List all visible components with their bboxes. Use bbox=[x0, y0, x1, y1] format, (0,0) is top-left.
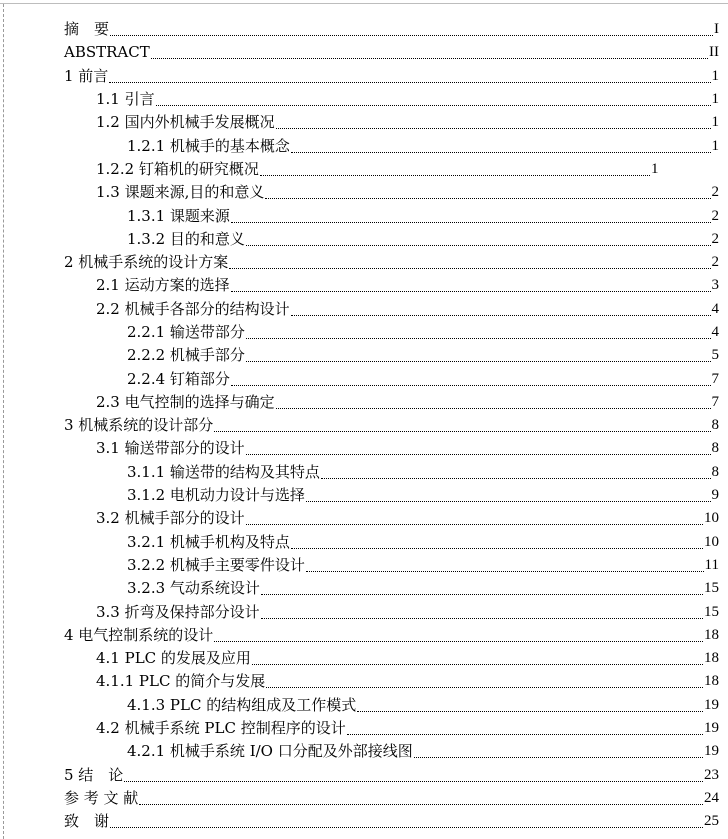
toc-dot-leader bbox=[291, 548, 703, 549]
toc-entry-title: 5 结 论 bbox=[64, 765, 124, 784]
toc-entry-title: 致 谢 bbox=[64, 812, 110, 831]
toc-entry-title: 1.2 国内外机械手发展概况 bbox=[96, 113, 275, 132]
table-of-contents bbox=[0, 18, 728, 833]
toc-entry[interactable] bbox=[0, 41, 728, 64]
toc-dot-leader bbox=[261, 594, 703, 595]
toc-entry[interactable] bbox=[0, 111, 728, 134]
toc-entry[interactable] bbox=[0, 717, 728, 740]
toc-entry[interactable] bbox=[0, 740, 728, 763]
toc-entry[interactable] bbox=[0, 624, 728, 647]
toc-entry-page-number: 2 bbox=[711, 207, 719, 224]
toc-dot-leader bbox=[291, 315, 711, 316]
toc-entry-title: 2.2.4 钉箱部分 bbox=[127, 369, 230, 388]
toc-entry[interactable] bbox=[0, 694, 728, 717]
toc-entry[interactable] bbox=[0, 228, 728, 251]
toc-entry-title: 1.2.1 机械手的基本概念 bbox=[127, 136, 290, 155]
toc-entry-page-number: 8 bbox=[711, 463, 719, 480]
toc-entry[interactable] bbox=[0, 367, 728, 390]
toc-entry[interactable] bbox=[0, 344, 728, 367]
toc-entry[interactable] bbox=[0, 647, 728, 670]
toc-entry-title: 3.3 折弯及保持部分设计 bbox=[96, 602, 260, 621]
toc-entry-page-number: 2 bbox=[711, 230, 719, 247]
toc-entry-page-number: 10 bbox=[704, 533, 719, 550]
toc-entry-title: 4.1.3 PLC 的结构组成及工作模式 bbox=[127, 695, 357, 714]
toc-entry-title: 4.2 机械手系统 PLC 控制程序的设计 bbox=[96, 719, 346, 738]
toc-entry-title: 4.1.1 PLC 的简介与发展 bbox=[96, 672, 266, 691]
toc-entry-title: 3.2.1 机械手机构及特点 bbox=[127, 532, 290, 551]
toc-dot-leader bbox=[261, 618, 703, 619]
toc-entry[interactable] bbox=[0, 554, 728, 577]
toc-entry-page-number: 2 bbox=[711, 254, 719, 271]
toc-entry-page-number: 8 bbox=[711, 417, 719, 434]
toc-entry[interactable] bbox=[0, 204, 728, 227]
toc-entry-title: 4.1 PLC 的发展及应用 bbox=[96, 649, 251, 668]
toc-entry-page-number: 19 bbox=[704, 743, 719, 760]
toc-entry-page-number: 25 bbox=[704, 813, 719, 830]
toc-entry-title: 3.1.1 输送带的结构及其特点 bbox=[127, 462, 320, 481]
toc-entry[interactable] bbox=[0, 787, 728, 810]
toc-dot-leader bbox=[231, 385, 711, 386]
toc-entry-page-number: 1 bbox=[711, 91, 719, 108]
toc-dot-leader bbox=[265, 198, 710, 199]
toc-dot-leader bbox=[321, 478, 711, 479]
toc-dot-leader bbox=[156, 105, 711, 106]
toc-entry[interactable] bbox=[0, 414, 728, 437]
toc-entry[interactable] bbox=[0, 321, 728, 344]
toc-entry[interactable] bbox=[0, 531, 728, 554]
toc-entry[interactable] bbox=[0, 274, 728, 297]
toc-dot-leader bbox=[124, 781, 703, 782]
toc-entry-page-number: 1 bbox=[711, 67, 719, 84]
toc-entry-title: 2.2.1 输送带部分 bbox=[127, 323, 245, 341]
toc-dot-leader bbox=[306, 571, 704, 572]
toc-entry-title: 1.1 引言 bbox=[96, 90, 155, 109]
page-top-border bbox=[0, 3, 728, 4]
toc-entry-page-number: 24 bbox=[704, 789, 719, 806]
toc-entry[interactable] bbox=[0, 600, 728, 623]
toc-entry-title: 1.3.1 课题来源 bbox=[127, 206, 230, 225]
toc-entry[interactable] bbox=[0, 88, 728, 111]
toc-entry-title: 2.1 运动方案的选择 bbox=[96, 276, 230, 295]
toc-entry-page-number: 10 bbox=[704, 510, 719, 527]
toc-dot-leader bbox=[229, 268, 710, 269]
toc-entry-page-number: 1 bbox=[711, 137, 719, 154]
toc-entry-title: 1 前言 bbox=[64, 66, 109, 85]
toc-entry-page-number: 18 bbox=[704, 626, 719, 643]
toc-entry-page-number: 1 bbox=[711, 114, 719, 131]
toc-dot-leader bbox=[214, 641, 703, 642]
toc-entry-page-number: 11 bbox=[704, 556, 719, 573]
toc-dot-leader bbox=[414, 757, 703, 758]
toc-dot-leader bbox=[357, 711, 703, 712]
toc-dot-leader bbox=[246, 454, 711, 455]
toc-entry-title: 2.3 电气控制的选择与确定 bbox=[96, 392, 275, 411]
toc-entry-title: 2 机械手系统的设计方案 bbox=[64, 253, 229, 272]
toc-dot-leader bbox=[214, 431, 710, 432]
toc-entry-page-number: II bbox=[709, 44, 719, 61]
toc-entry-page-number: 15 bbox=[704, 603, 719, 620]
toc-entry-page-number: 1 bbox=[650, 160, 659, 177]
toc-dot-leader bbox=[231, 291, 711, 292]
toc-entry[interactable] bbox=[0, 810, 728, 833]
toc-entry-page-number: 5 bbox=[711, 347, 719, 364]
toc-dot-leader bbox=[246, 361, 711, 362]
toc-entry-title: 3.2.3 气动系统设计 bbox=[127, 579, 260, 598]
toc-entry-title: 3.2 机械手部分的设计 bbox=[96, 509, 245, 528]
toc-entry[interactable] bbox=[0, 670, 728, 693]
toc-dot-leader bbox=[109, 82, 710, 83]
toc-dot-leader bbox=[139, 804, 703, 805]
toc-entry-page-number: 9 bbox=[711, 487, 719, 504]
toc-dot-leader bbox=[347, 734, 703, 735]
toc-dot-leader bbox=[246, 524, 703, 525]
toc-entry-title: 3.2.2 机械手主要零件设计 bbox=[127, 555, 305, 574]
toc-entry-title: 4 电气控制系统的设计 bbox=[64, 625, 214, 644]
toc-entry-title: 3.1 输送带部分的设计 bbox=[96, 439, 245, 458]
toc-entry-page-number: 18 bbox=[704, 650, 719, 667]
toc-entry-title: 2.2 机械手各部分的结构设计 bbox=[96, 299, 290, 318]
toc-entry-page-number: 19 bbox=[704, 720, 719, 737]
toc-dot-leader bbox=[306, 501, 711, 502]
toc-entry-title: 摘 要 bbox=[64, 20, 110, 39]
toc-entry-page-number: 2 bbox=[711, 184, 719, 201]
toc-entry[interactable] bbox=[0, 577, 728, 600]
toc-entry-title: 2.2.2 机械手部分 bbox=[127, 346, 245, 365]
toc-entry-page-number: I bbox=[714, 21, 719, 38]
toc-dot-leader bbox=[110, 827, 703, 828]
toc-dot-leader bbox=[260, 175, 650, 176]
toc-entry-page-number: 4 bbox=[711, 300, 719, 317]
toc-entry[interactable] bbox=[0, 251, 728, 274]
toc-dot-leader bbox=[252, 664, 703, 665]
toc-entry-page-number: 4 bbox=[711, 324, 719, 340]
toc-entry[interactable] bbox=[0, 507, 728, 530]
toc-entry-title: 1.3 课题来源,目的和意义 bbox=[96, 183, 265, 202]
toc-entry[interactable] bbox=[0, 181, 728, 204]
toc-entry[interactable] bbox=[0, 391, 728, 414]
toc-entry[interactable] bbox=[0, 158, 728, 181]
toc-entry-page-number: 8 bbox=[711, 440, 719, 457]
toc-entry-page-number: 7 bbox=[711, 393, 719, 410]
toc-entry-page-number: 23 bbox=[704, 766, 719, 783]
toc-entry[interactable] bbox=[0, 18, 728, 41]
toc-entry-page-number: 19 bbox=[704, 696, 719, 713]
toc-dot-leader bbox=[276, 128, 711, 129]
toc-entry[interactable] bbox=[0, 764, 728, 787]
toc-dot-leader bbox=[151, 58, 708, 59]
toc-entry[interactable] bbox=[0, 461, 728, 484]
toc-dot-leader bbox=[276, 408, 711, 409]
toc-entry[interactable] bbox=[0, 134, 728, 157]
toc-dot-leader bbox=[231, 222, 711, 223]
toc-entry-title: 4.2.1 机械手系统 I/O 口分配及外部接线图 bbox=[127, 742, 413, 761]
toc-entry[interactable] bbox=[0, 65, 728, 88]
toc-entry-page-number: 18 bbox=[704, 673, 719, 690]
toc-entry-page-number: 15 bbox=[704, 580, 719, 597]
toc-entry-page-number: 7 bbox=[711, 370, 719, 387]
toc-dot-leader bbox=[246, 338, 711, 339]
toc-entry-page-number: 3 bbox=[711, 277, 719, 294]
toc-entry-title: 3.1.2 电机动力设计与选择 bbox=[127, 486, 305, 505]
toc-dot-leader bbox=[246, 245, 711, 246]
toc-dot-leader bbox=[110, 35, 713, 36]
toc-entry[interactable] bbox=[0, 484, 728, 507]
toc-entry-title: 1.2.2 钉箱机的研究概况 bbox=[96, 159, 259, 178]
toc-entry[interactable] bbox=[0, 298, 728, 321]
toc-entry-title: 参 考 文 献 bbox=[64, 788, 139, 807]
toc-dot-leader bbox=[266, 687, 703, 688]
toc-entry-title: ABSTRACT bbox=[64, 43, 150, 62]
toc-entry-title: 3 机械系统的设计部分 bbox=[64, 416, 214, 435]
toc-dot-leader bbox=[291, 152, 711, 153]
toc-entry[interactable] bbox=[0, 437, 728, 460]
toc-entry-title: 1.3.2 目的和意义 bbox=[127, 229, 245, 248]
